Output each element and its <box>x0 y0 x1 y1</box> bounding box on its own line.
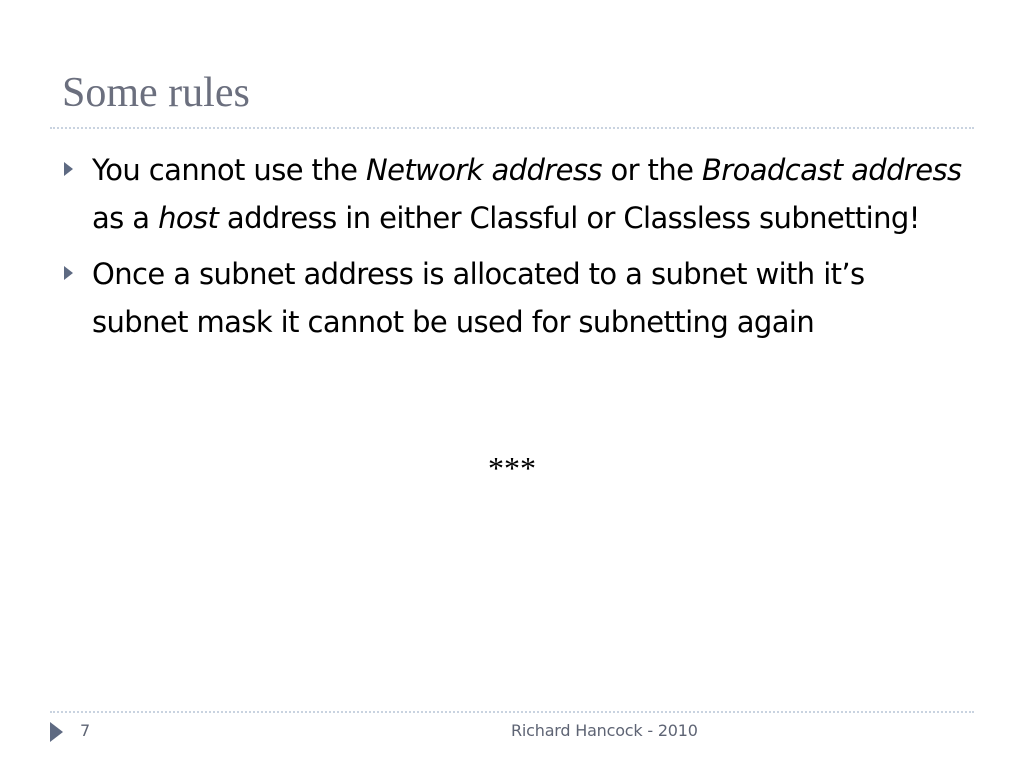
bullet-text-segment: or the <box>601 153 702 187</box>
bullet-text-segment: Once a subnet address is allocated to a subnet with it’s subnet mask it cannot be used for subnetting again <box>92 257 865 339</box>
bullet-text-segment-italic: Network address <box>365 153 602 187</box>
bullet-list <box>64 146 964 354</box>
bullet-text-segment: You cannot use the <box>92 153 366 187</box>
bullet-triangle-icon <box>64 266 73 280</box>
section-separator: *** <box>488 450 536 486</box>
slide-title: Some rules <box>62 70 250 116</box>
bullet-text-segment-italic: host <box>158 201 219 235</box>
title-divider <box>50 127 974 129</box>
bullet-item <box>64 250 964 346</box>
bullet-text-segment-italic: Broadcast address <box>701 153 962 187</box>
bullet-triangle-icon <box>64 162 73 176</box>
footer-divider <box>50 711 974 713</box>
bullet-item <box>64 146 964 242</box>
bullet-text-segment: address in either Classful or Classless subnetting! <box>218 201 920 235</box>
footer-author: Richard Hancock - 2010 <box>511 721 698 740</box>
bullet-text-segment: as a <box>92 201 159 235</box>
page-number: 7 <box>80 721 91 740</box>
footer-triangle-icon <box>50 722 63 742</box>
